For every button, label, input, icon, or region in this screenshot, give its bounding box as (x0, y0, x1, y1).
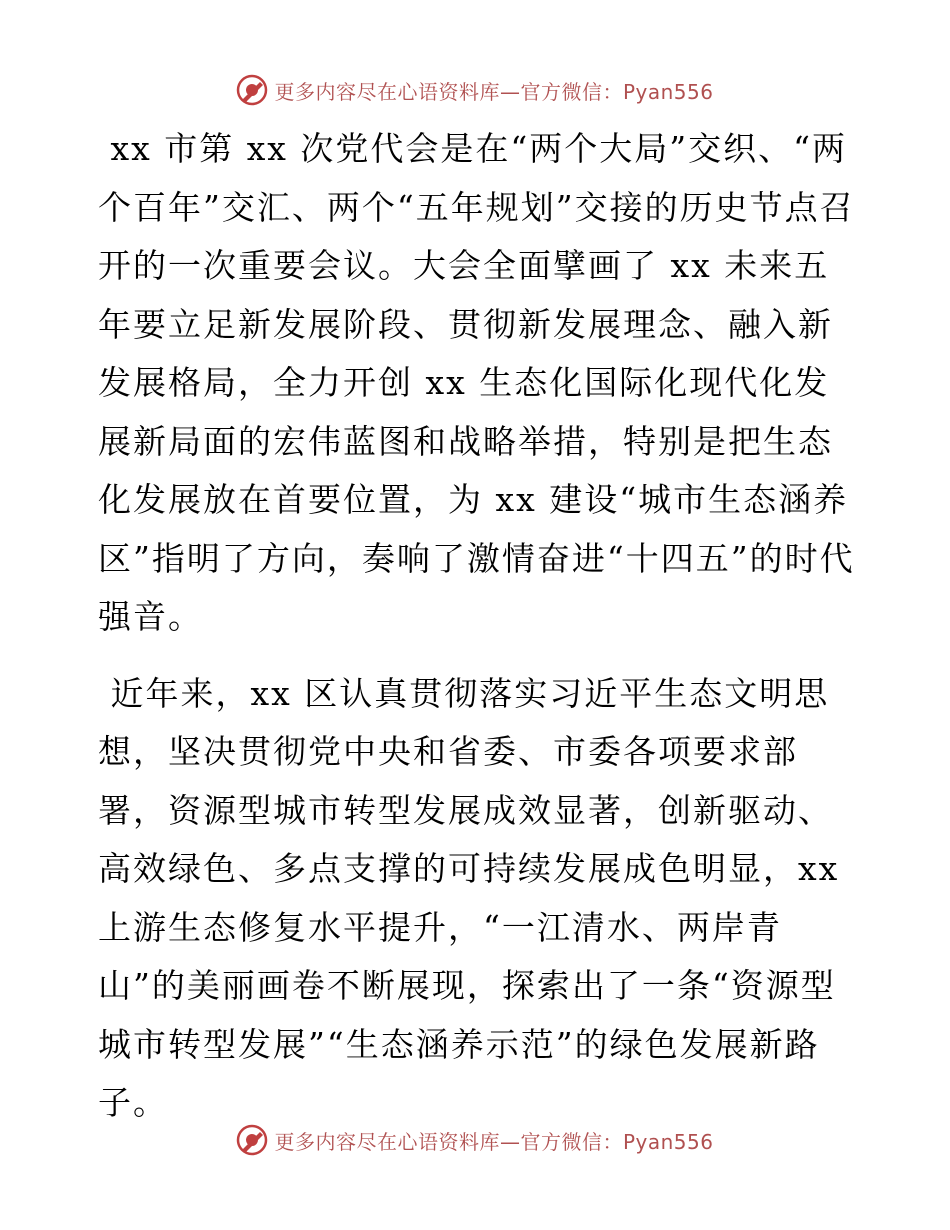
watermark-text: 更多内容尽在心语资料库—官方微信：Pyan556 (274, 1129, 714, 1154)
pen-logo-icon (236, 74, 268, 106)
header-watermark (0, 70, 950, 110)
document-body (98, 120, 858, 1133)
paragraph-2: 近年来，xx 区认真贯彻落实习近平生态文明思想，坚决贯彻党中央和省委、市委各项要求部署，资源型城市转型发展成效显著，创新驱动、高效绿色、多点支撑的可持续发展成色明显，xx 上游生态修复水平提升，“一江清水、两岸青山”的美丽画卷不断展现，探索出了一条“资源型城市转型发展”“生态涵养示范”的绿色发展新路子。 (98, 673, 852, 1122)
paragraph-1: xx 市第 xx 次党代会是在“两个大局”交织、“两个百年”交汇、两个“五年规划”交接的历史节点召开的一次重要会议。大会全面擘画了 xx 未来五年要立足新发展阶段、贯彻新发展理念、融入新发展格局，全力开创 xx 生态化国际化现代化发展新局面的宏伟蓝图和战略举措，特别是把生态化发展放在首要位置，为 xx 建设“城市生态涵养区”指明了方向，奏响了激情奋进“十四五”的时代强音。 (98, 129, 855, 636)
watermark-text: 更多内容尽在心语资料库—官方微信：Pyan556 (274, 79, 714, 104)
pen-logo-icon (236, 1124, 268, 1156)
footer-watermark (0, 1120, 950, 1160)
